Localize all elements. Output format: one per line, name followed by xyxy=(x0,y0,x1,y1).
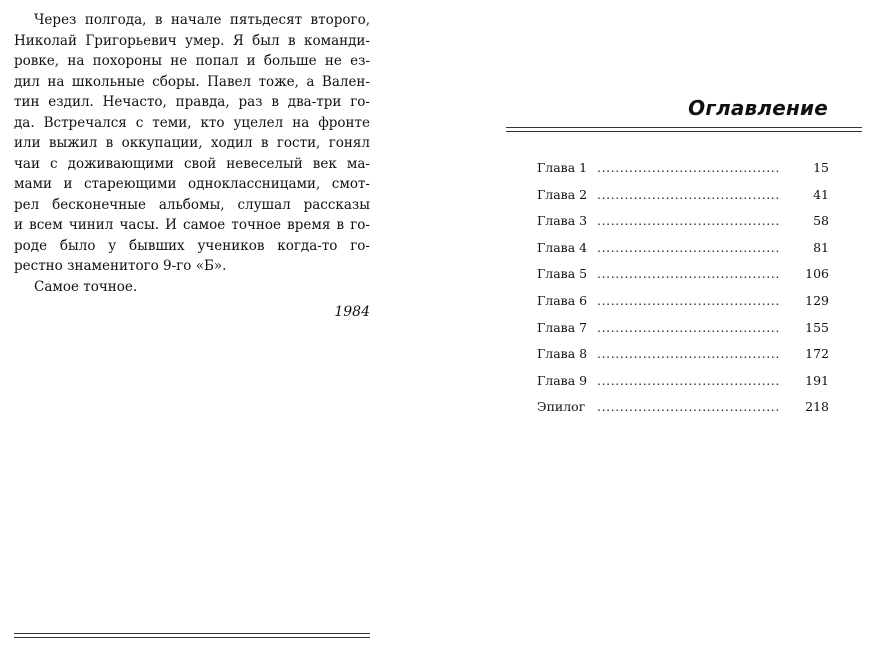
text-line: Николай Григорьевич умер. Я был в команди- xyxy=(14,32,370,49)
toc-page-number: 81 xyxy=(813,239,829,255)
toc-entry-label: Глава 1 xyxy=(537,160,588,175)
text-line: или выжил в оккупации, ходил в гости, гонял xyxy=(14,135,370,151)
toc-entry-label: Глава 5 xyxy=(537,266,588,282)
toc-leader-dots: ........................................ xyxy=(597,399,780,415)
toc-leader-dots: ........................................ xyxy=(597,160,780,175)
text-line: Через полгода, в начале пятьдесят второго, xyxy=(34,12,370,28)
table-of-contents xyxy=(537,160,829,426)
toc-entry-label: Глава 6 xyxy=(537,292,588,308)
toc-entry xyxy=(537,399,829,426)
text-line: тин ездил. Нечасто, правда, раз в два-три го- xyxy=(14,94,370,110)
toc-leader-dots: ........................................ xyxy=(597,319,780,335)
closing-text xyxy=(14,10,370,297)
text-line: ровке, на похороны не попал и больше не ез- xyxy=(14,53,370,69)
toc-page-number: 155 xyxy=(805,319,829,335)
text-line: чаи с доживающими свой невеселый век ма- xyxy=(14,155,370,172)
text-line: мами и стареющими одноклассницами, смот- xyxy=(14,176,370,192)
toc-entry-label: Эпилог xyxy=(537,399,586,415)
text-line: рел бесконечные альбомы, слушал рассказы xyxy=(14,196,370,213)
toc-leader-dots: ........................................ xyxy=(597,292,780,308)
toc-leader-dots: ........................................ xyxy=(597,266,780,282)
toc-entry xyxy=(537,346,829,373)
closing-line: Самое точное. xyxy=(34,278,138,295)
text-line: дил на школьные сборы. Павел тоже, а Вален- xyxy=(14,73,370,90)
right-page xyxy=(438,0,876,652)
toc-entry xyxy=(537,320,829,347)
toc-entry xyxy=(537,266,829,293)
toc-entry xyxy=(537,160,829,187)
toc-leader-dots: ........................................ xyxy=(597,213,780,229)
toc-leader-dots: ........................................ xyxy=(597,346,780,362)
year-signature: 1984 xyxy=(334,304,370,320)
toc-page-number: 172 xyxy=(805,346,829,362)
toc-entry xyxy=(537,187,829,214)
toc-entry xyxy=(537,293,829,320)
toc-entry-label: Глава 9 xyxy=(537,372,588,388)
toc-entry-label: Глава 4 xyxy=(537,239,588,255)
toc-page-number: 15 xyxy=(813,160,829,175)
text-line: и всем чинил часы. И самое точное время в го- xyxy=(14,217,370,233)
toc-leader-dots: ........................................ xyxy=(597,186,780,202)
toc-page-number: 106 xyxy=(805,266,829,282)
toc-entry-label: Глава 3 xyxy=(537,213,588,229)
toc-leader-dots: ........................................ xyxy=(597,372,780,388)
toc-page-number: 218 xyxy=(805,399,829,415)
toc-page-number: 58 xyxy=(813,213,829,229)
title-double-rule xyxy=(506,127,862,132)
toc-entry xyxy=(537,373,829,400)
toc-entry-label: Глава 7 xyxy=(537,319,588,335)
text-line: да. Встречался с теми, кто уцелел на фронте xyxy=(14,114,370,131)
toc-leader-dots: ........................................ xyxy=(597,239,780,255)
text-line: рестно знаменитого 9-го «Б». xyxy=(14,258,227,274)
toc-entry xyxy=(537,213,829,240)
toc-entry-label: Глава 2 xyxy=(537,186,588,202)
footer-double-rule xyxy=(14,633,370,638)
toc-page-number: 41 xyxy=(813,186,829,202)
text-line: роде было у бывших учеников когда-то го- xyxy=(14,237,370,254)
toc-title: Оглавление xyxy=(688,96,828,120)
toc-page-number: 129 xyxy=(805,292,829,308)
toc-entry-label: Глава 8 xyxy=(537,346,588,362)
toc-page-number: 191 xyxy=(805,372,829,388)
toc-entry xyxy=(537,240,829,267)
